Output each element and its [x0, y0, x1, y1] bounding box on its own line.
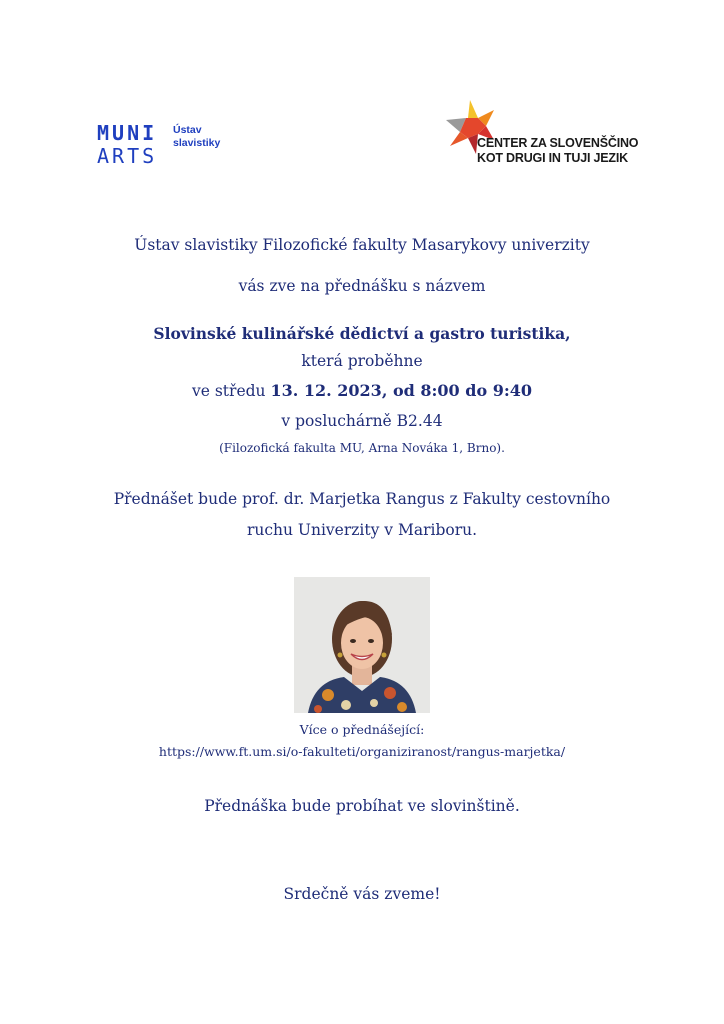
logo-department — [173, 124, 220, 150]
muni-arts-logo — [97, 122, 237, 172]
center-slovenscina-logo — [444, 96, 639, 176]
logo-arts-text: ARTS — [97, 144, 158, 168]
date-prefix: ve středu — [192, 382, 271, 400]
speaker-portrait-icon — [294, 577, 430, 713]
speaker-profile-link[interactable]: https://www.ft.um.si/o-fakulteti/organiziranost/rangus-marjetka/ — [158, 744, 566, 759]
lecture-date-line — [0, 381, 724, 400]
center-logo-line2: KOT DRUGI IN TUJI JEZIK — [477, 151, 628, 165]
lecture-title: Slovinské kulinářské dědictví a gastro turistika, — [153, 324, 571, 343]
speaker-line-2: ruchu Univerzity v Mariboru. — [246, 521, 478, 539]
center-logo-line1: CENTER ZA SLOVENŠČINO — [477, 136, 639, 150]
logo-department-line1: Ústav — [173, 124, 202, 136]
logo-department-line2: slavistiky — [173, 137, 221, 149]
language-note: Přednáška bude probíhat ve slovinštině. — [204, 797, 520, 815]
speaker-photo — [294, 577, 430, 713]
lecture-date: 13. 12. 2023, od 8:00 do 9:40 — [270, 381, 532, 400]
center-logo-text — [477, 136, 638, 166]
closing-line: Srdečně vás zveme! — [283, 885, 441, 903]
host-institution: Ústav slavistiky Filozofické fakulty Masarykovy univerzity — [134, 236, 590, 254]
invite-line: vás zve na přednášku s názvem — [238, 277, 486, 295]
will-take-place: která proběhne — [301, 352, 423, 370]
speaker-line-1: Přednášet bude prof. dr. Marjetka Rangus z Fakulty cestovního — [113, 490, 611, 508]
logo-muni-text: MUNI — [97, 121, 158, 145]
lecture-address: (Filozofická fakulta MU, Arna Nováka 1, Brno). — [219, 441, 505, 455]
lecture-room: v posluchárně B2.44 — [281, 412, 443, 430]
more-info-label: Více o přednášející: — [299, 722, 425, 737]
